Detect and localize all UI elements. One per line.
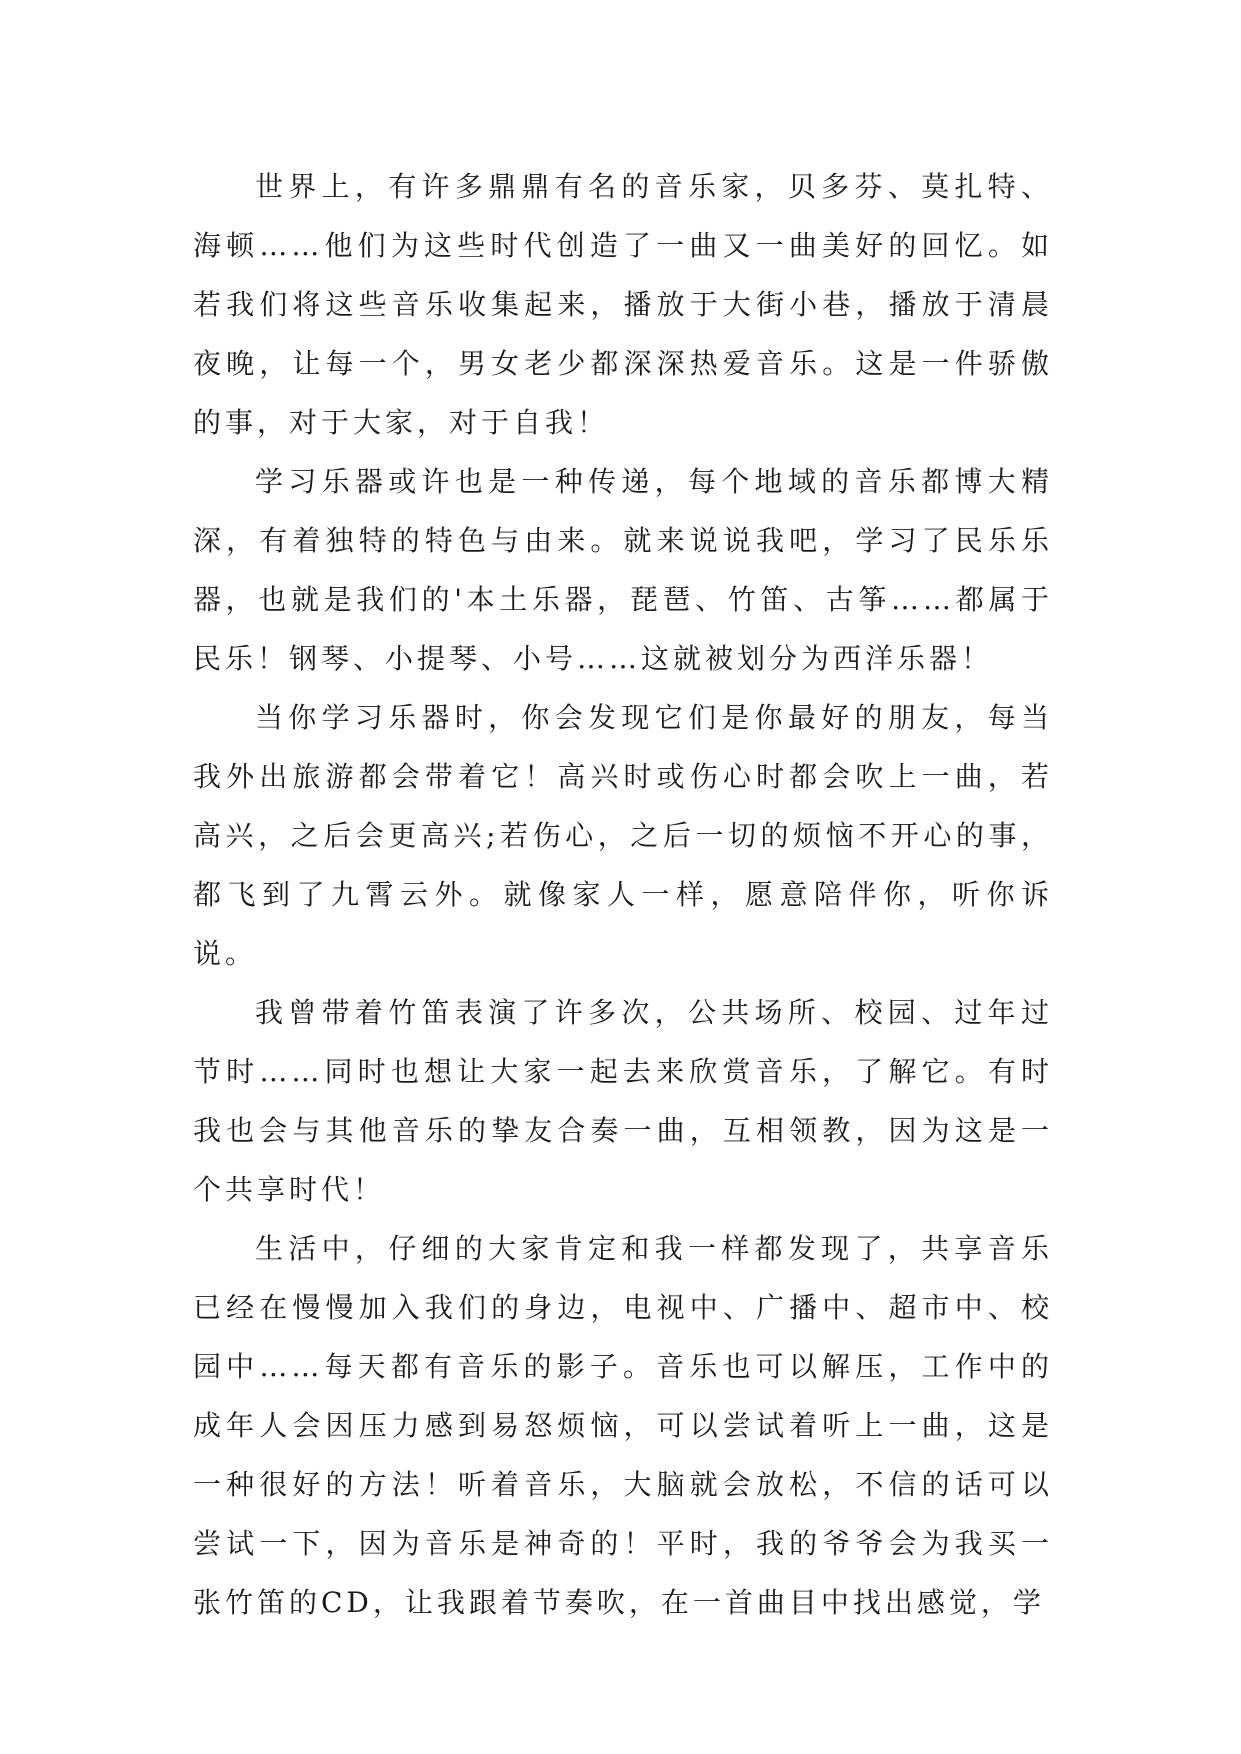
paragraph-5: 生活中，仔细的大家肯定和我一样都发现了，共享音乐已经在慢慢加入我们的身边，电视中、广播中、超市中、校园中……每天都有音乐的影子。音乐也可以解压，工作中的成年人会因压力感到易怒烦恼，可以尝试着听上一曲，这是一种很好的方法！听着音乐，大脑就会放松，不信的话可以尝试一下，因为音乐是神奇的！平时，我的爷爷会为我买一张竹笛的CD，让我跟着节奏吹，在一首曲目中找出感觉，学 xyxy=(193,1232,1053,1619)
paragraph-1: 世界上，有许多鼎鼎有名的音乐家，贝多芬、莫扎特、海顿……他们为这些时代创造了一曲又一曲美好的回忆。如若我们将这些音乐收集起来，播放于大街小巷，播放于清晨夜晚，让每一个，男女老少都深深热爱音乐。这是一件骄傲的事，对于大家，对于自我！ xyxy=(193,170,1053,439)
document-body xyxy=(193,157,1053,1632)
paragraph-4: 我曾带着竹笛表演了许多次，公共场所、校园、过年过节时……同时也想让大家一起去来欣赏音乐，了解它。有时我也会与其他音乐的挚友合奏一曲，互相领教，因为这是一个共享时代！ xyxy=(193,996,1053,1206)
paragraph-3: 当你学习乐器时，你会发现它们是你最好的朋友，每当我外出旅游都会带着它！高兴时或伤心时都会吹上一曲，若高兴，之后会更高兴;若伤心，之后一切的烦恼不开心的事，都飞到了九霄云外。就像家人一样，愿意陪伴你，听你诉说。 xyxy=(193,701,1053,970)
paragraph-2: 学习乐器或许也是一种传递，每个地域的音乐都博大精深，有着独特的特色与由来。就来说说我吧，学习了民乐乐器，也就是我们的'本土乐器，琵琶、竹笛、古筝……都属于民乐！钢琴、小提琴、小号……这就被划分为西洋乐器！ xyxy=(193,465,1053,675)
